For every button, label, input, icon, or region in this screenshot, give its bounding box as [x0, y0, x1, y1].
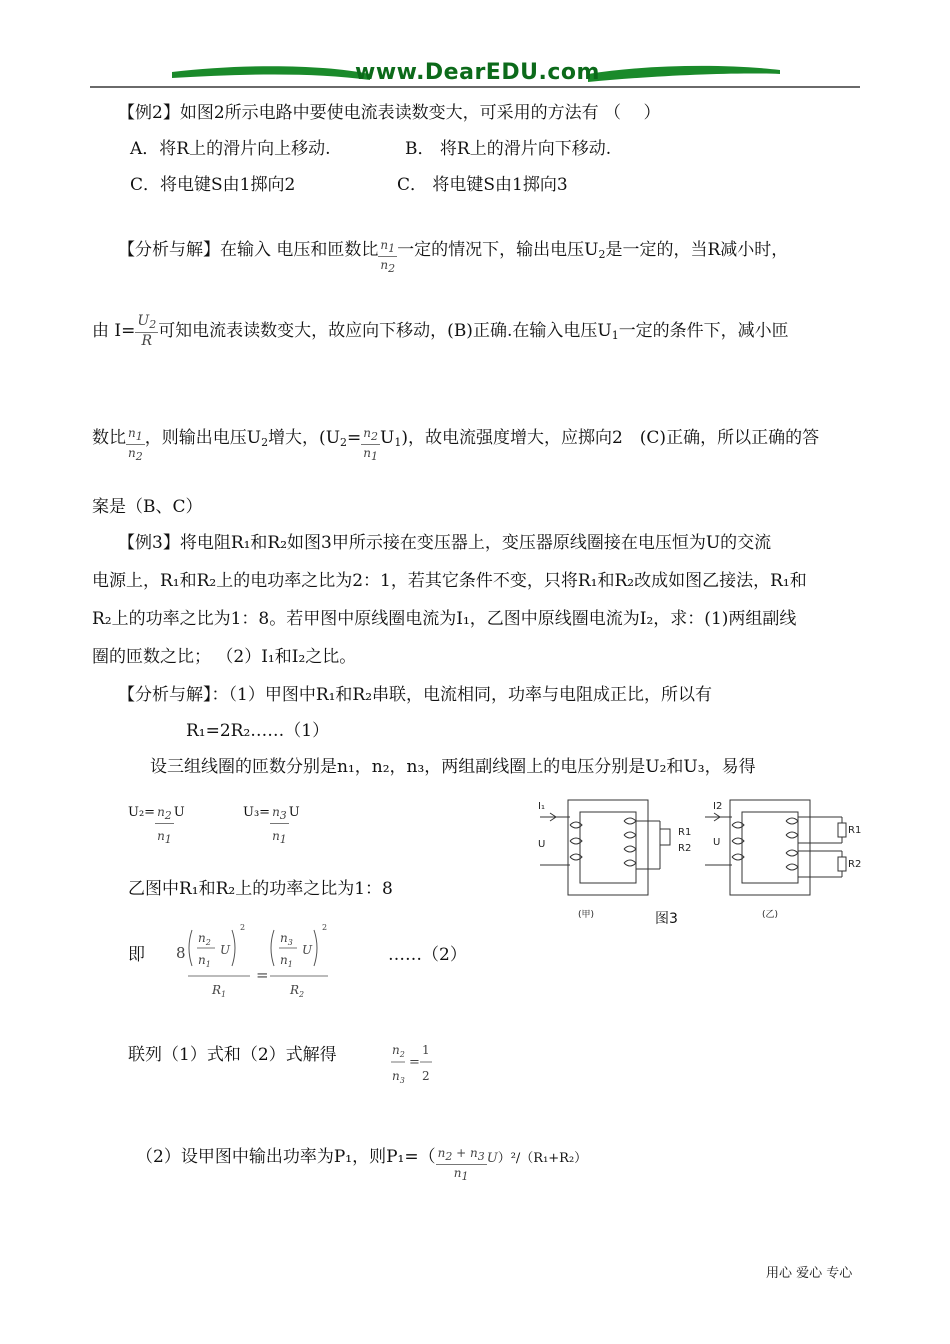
equation-1: R₁=2R₂……（1） — [186, 721, 330, 741]
part2-text: ）²/（R₁+R₂） — [497, 1151, 588, 1166]
formula-text: U — [288, 805, 300, 820]
svg-text:n1: $n_1$ — [198, 953, 211, 969]
option-c1: C．将电键S由1掷向2 — [130, 175, 296, 195]
example3-line-1: 【例3】将电阻R₁和R₂如图3甲所示接在变压器上，变压器原线圈接在电压恒为U的交流 — [118, 533, 772, 553]
analysis-text: 由 I= — [92, 321, 136, 341]
u3-formula — [243, 805, 300, 848]
label-u-yi: U — [713, 837, 721, 848]
formula-text: U₂= — [128, 805, 156, 820]
analysis-line-2: 由 I= $\frac{U_2}{R}$ 可知电流表读数变大，故应向下移动，(B)正确.在输入电压$U_1$一定的条件下，减小匝 — [92, 313, 789, 349]
analysis-text: 一定的情况下，输出电压U — [397, 240, 599, 260]
analysis-line-4: 案是（B、C） — [92, 497, 203, 517]
svg-text:U: U — [302, 943, 313, 957]
analysis-text: 【分析与解】在输入 电压和匝数比 — [118, 240, 379, 260]
svg-text:n2: $n_2$ — [198, 931, 211, 947]
footer-text: 用心 爱心 专心 — [766, 1266, 853, 1281]
svg-text:n1: $n_1$ — [280, 953, 293, 969]
analysis-text: 是一定的，当R减小时， — [605, 240, 789, 260]
label-i2: I2 — [713, 801, 723, 812]
svg-text:R1: $R_1$ — [212, 983, 227, 999]
part2-line — [136, 1130, 587, 1185]
option-a: A．将R上的滑片向上移动. — [130, 139, 331, 159]
ji-label: 即 — [128, 945, 145, 965]
analysis-line-3: 数比 $\frac{n_1}{n_2}$ ，则输出电压$U_2$增大，($U_2=$ $\frac{n_2}{n_1}$ $U_1$)，故电流强度增大，应掷向2 (C)正确，所以正确的答 — [92, 426, 820, 463]
analysis-text: 数比 — [92, 428, 126, 448]
site-name-logo: www.DearEDU.com — [355, 60, 600, 85]
label-r1-yi: R1 — [848, 825, 862, 836]
formula-text: U — [173, 805, 185, 820]
label-r1-jia: R1 — [678, 827, 692, 838]
analysis-line-1: 【分析与解】在输入 电压和匝数比 $\frac{n_1}{n_2}$ 一定的情况下，输出电压$U_2$是一定的，当R减小时， — [118, 238, 789, 275]
label-r2-jia: R2 — [678, 843, 692, 854]
svg-text:2: 2 — [322, 923, 328, 932]
turns-ratio-fraction: $\frac{n_2}{n_1}$ — [363, 426, 379, 463]
svg-text:=: = — [256, 966, 269, 984]
svg-text:1: 1 — [422, 1043, 430, 1057]
svg-text:2: 2 — [422, 1069, 430, 1083]
turns-sum-fraction: $\frac{n_2 + n_3}{n_1}$ — [437, 1146, 485, 1183]
figure-3-circuit — [520, 795, 870, 925]
svg-text:n3: $n_3$ — [392, 1069, 405, 1085]
current-fraction: $\frac{U_2}{R}$ — [137, 313, 157, 349]
svg-text:R2: $R_2$ — [290, 983, 305, 999]
part2-text: （2）设甲图中输出功率为P₁，则P₁=（ — [136, 1147, 436, 1167]
analysis-text: 可知电流表读数变大，故应向下移动，(B)正确.在输入电压U — [158, 321, 612, 341]
example3-line-4: 圈的匝数之比； （2）I₁和I₂之比。 — [92, 647, 357, 667]
turns-ratio-fraction: $\frac{n_2}{n_1}$ — [157, 805, 172, 846]
example2-title: 【例2】如图2所示电路中要使电流表读数变大，可采用的方法有 （ ） — [118, 103, 661, 123]
label-r2-yi: R2 — [848, 859, 862, 870]
svg-text:n3: $n_3$ — [280, 931, 293, 947]
analysis-text: U — [380, 428, 395, 448]
label-yi: (乙) — [762, 910, 779, 920]
solve-line: 联列（1）式和（2）式解得 — [128, 1045, 337, 1065]
label-jia: (甲) — [578, 910, 595, 920]
part2-text: U — [486, 1151, 498, 1166]
u2-formula — [128, 805, 185, 848]
svg-text:n2: $n_2$ — [392, 1043, 405, 1059]
example3-analysis-1: 【分析与解】：（1）甲图中R₁和R₂串联，电流相同，功率与电阻成正比，所以有 — [118, 685, 713, 705]
power-ratio-line: 乙图中R₁和R₂上的功率之比为1：8 — [128, 879, 393, 899]
label-u-jia: U — [538, 839, 546, 850]
turns-ratio-fraction: $\frac{n_3}{n_1}$ — [272, 805, 287, 846]
equation-2-graphic — [170, 920, 340, 1000]
svg-text:8: 8 — [176, 944, 186, 962]
turns-ratio-fraction: $\frac{n_1}{n_2}$ — [380, 238, 396, 275]
analysis-text: = — [347, 428, 362, 448]
svg-text:2: 2 — [240, 923, 246, 932]
analysis-text: )，故电流强度增大，应掷向2 (C)正确，所以正确的答 — [401, 428, 820, 448]
example3-line-3: R₂上的功率之比为1：8。若甲图中原线圈电流为I₁，乙图中原线圈电流为I₂，求：(1)两组副线 — [92, 609, 797, 629]
turns-line: 设三组线圈的匝数分别是n₁，n₂，n₃，两组副线圈上的电压分别是U₂和U₃，易得 — [150, 757, 756, 777]
analysis-text: 一定的条件下，减小匝 — [618, 321, 789, 341]
header-banner — [90, 60, 860, 92]
formula-text: U₃= — [243, 805, 271, 820]
analysis-text: 增大，(U — [268, 428, 341, 448]
solution-fraction — [388, 1040, 438, 1086]
figure-caption: 图3 — [655, 911, 678, 927]
option-c2: C． 将电键S由1掷向3 — [397, 175, 568, 195]
equation-2-tag: ……（2） — [388, 945, 467, 965]
analysis-text: ，则输出电压U — [144, 428, 262, 448]
turns-ratio-fraction: $\frac{n_1}{n_2}$ — [128, 426, 143, 463]
svg-text:=: = — [409, 1055, 420, 1070]
example3-line-2: 电源上，R₁和R₂上的电功率之比为2：1，若其它条件不变，只将R₁和R₂改成如图乙接法，R₁和 — [92, 571, 807, 591]
label-i1: I₁ — [538, 801, 545, 812]
svg-text:U: U — [220, 943, 231, 957]
option-b: B． 将R上的滑片向下移动. — [405, 139, 612, 159]
